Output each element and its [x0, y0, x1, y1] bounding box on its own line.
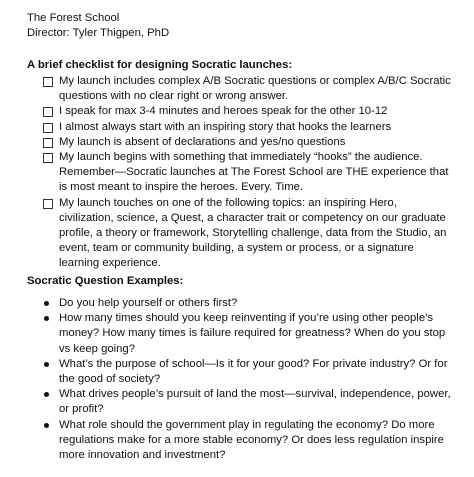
checklist-item-text: My launch touches on one of the following topics: an inspiring Hero, civilization, science, a Quest, a character trait or competency on our graduate profile, a theory or framework, Storytelling challenge, data from the Studio, an event, team or community building, a system or process, or a signature learning experience. — [59, 196, 447, 270]
school-name: The Forest School — [27, 12, 120, 24]
checklist-item — [43, 150, 453, 196]
checklist-item-text: My launch is absent of declarations and yes/no questions — [59, 135, 346, 148]
checklist-item — [43, 196, 453, 272]
director-line: Director: Tyler Thigpen, PhD — [27, 27, 170, 40]
checklist-item — [43, 120, 453, 135]
checkbox-icon[interactable] — [43, 199, 53, 209]
checkbox-icon[interactable] — [43, 107, 53, 117]
checkbox-icon[interactable] — [43, 153, 53, 163]
bullet-icon — [44, 423, 49, 428]
list-item — [43, 357, 453, 387]
list-item-text: How many times should you keep reinventing if you’re using other people’s money? How many times is failure required for greatness? When do you stop vs keep going? — [59, 312, 446, 355]
bullet-icon — [44, 316, 49, 321]
list-item-text: Do you help yourself or others first? — [59, 297, 238, 309]
checkbox-icon[interactable] — [43, 123, 53, 133]
list-item-text: What’s the purpose of school—Is it for your good? For private industry? Or for the good of society? — [59, 357, 448, 386]
checkbox-icon[interactable] — [43, 77, 53, 87]
checkbox-icon[interactable] — [43, 138, 53, 148]
checklist-item — [43, 104, 453, 119]
examples-list — [43, 296, 453, 463]
list-item — [43, 387, 453, 417]
checklist — [43, 74, 453, 272]
checklist-item-text: My launch includes complex A/B Socratic questions or complex A/B/C Socratic questions with no clear right or wrong answer. — [59, 75, 451, 103]
bullet-icon — [44, 362, 49, 367]
list-item — [43, 311, 453, 357]
checklist-item-text: My launch begins with something that immediately “hooks” the audience. Remember—Socratic launches at The Forest School are THE experience that is most meant to inspire the heroes. Every. Time. — [59, 151, 449, 194]
checklist-title: A brief checklist for designing Socratic launches: — [27, 59, 293, 71]
list-item — [43, 296, 453, 311]
list-item-text: What role should the government play in regulating the economy? Do more regulations make for a more stable economy? Or does less regulation inspire more innovation and investment? — [59, 418, 444, 462]
bullet-icon — [44, 301, 49, 306]
list-item-text: What drives people’s pursuit of land the most—survival, independence, power, or profit? — [59, 388, 451, 416]
checklist-item-text: I almost always start with an inspiring story that hooks the learners — [59, 120, 392, 133]
list-item — [43, 418, 453, 464]
document-header — [27, 11, 169, 41]
checklist-item-text: I speak for max 3-4 minutes and heroes speak for the other 10-12 — [59, 105, 388, 118]
bullet-icon — [44, 392, 49, 397]
examples-title: Socratic Question Examples: — [27, 275, 184, 287]
checklist-item — [43, 74, 453, 104]
checklist-item — [43, 135, 453, 150]
